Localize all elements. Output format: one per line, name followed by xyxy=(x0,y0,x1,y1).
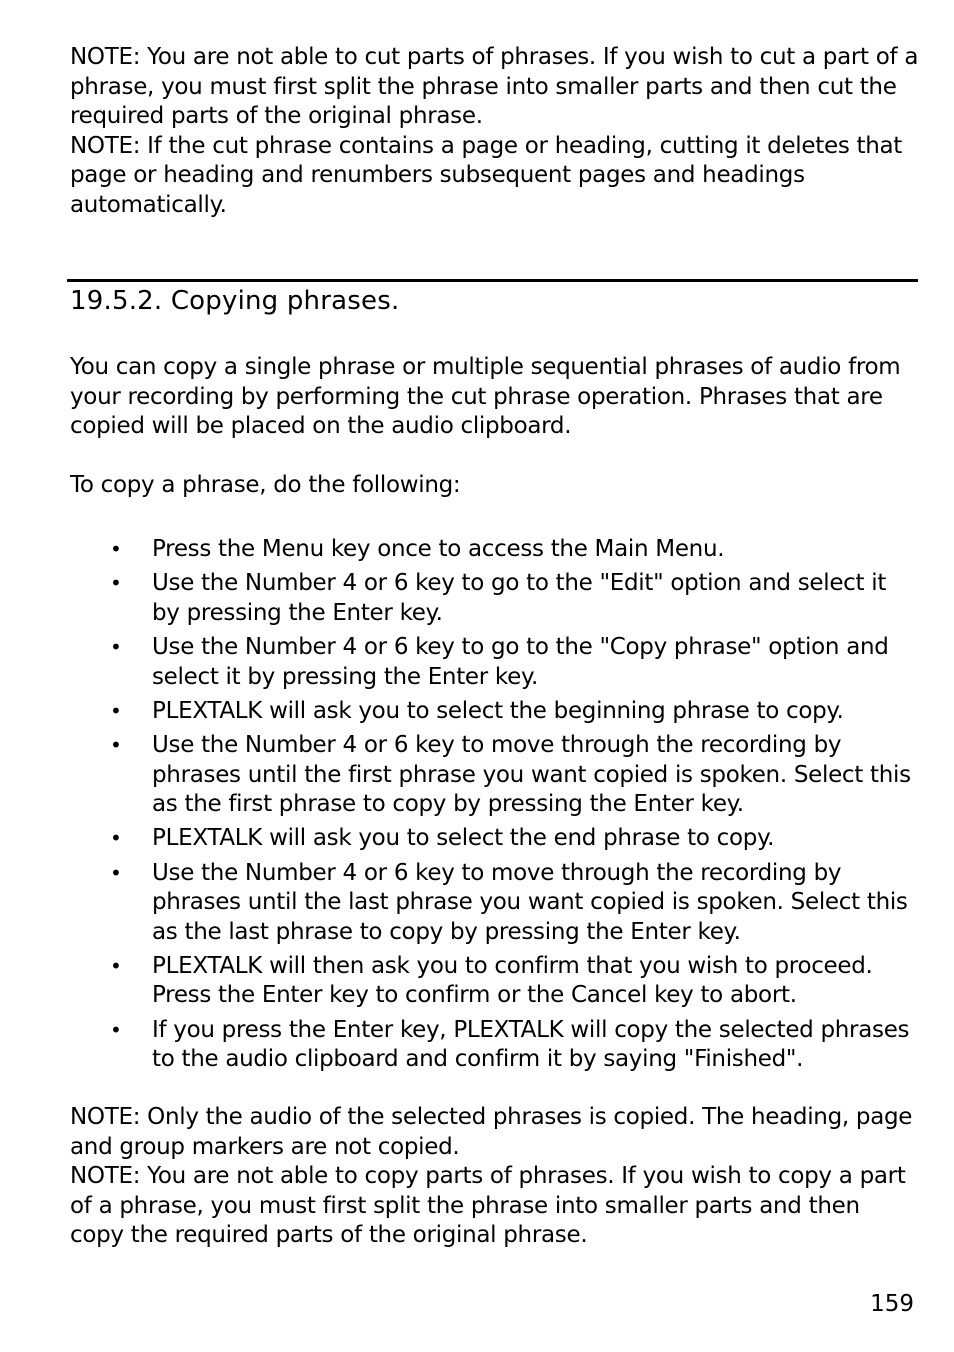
note-cut-parts: NOTE: You are not able to cut parts of phrases. If you wish to cut a part of a phrase, you must first split the phrase into smaller parts and then cut the required parts of the original phrase. xyxy=(70,44,919,130)
list-item-text: Use the Number 4 or 6 key to go to the "Edit" option and select it by pressing the Enter key. xyxy=(152,570,887,626)
list-item xyxy=(70,952,918,1011)
list-item-text: If you press the Enter key, PLEXTALK will copy the selected phrases to the audio clipboard and confirm it by saying "Finished". xyxy=(152,1016,910,1073)
list-item-text: Use the Number 4 or 6 key to go to the "Copy phrase" option and select it by pressing the Enter key. xyxy=(152,633,889,690)
list-item xyxy=(70,569,918,628)
note-audio-only: NOTE: Only the audio of the selected phrases is copied. The heading, page and group markers are not copied. xyxy=(70,1104,913,1160)
bullet-icon: • xyxy=(110,953,122,978)
steps-list xyxy=(70,535,918,1079)
note-cut-page-heading: NOTE: If the cut phrase contains a page or heading, cutting it deletes that page or heading and renumbers subsequent pages and headings automatically. xyxy=(70,132,903,218)
section-divider xyxy=(67,279,918,282)
bullet-icon: • xyxy=(110,634,122,659)
bullet-icon: • xyxy=(110,571,122,596)
list-item-text: Use the Number 4 or 6 key to move through the recording by phrases until the last phrase you want copied is spoken. Select this as the last phrase to copy by pressing the Enter key. xyxy=(152,859,908,945)
page-number: 159 xyxy=(870,1291,914,1317)
list-item xyxy=(70,824,918,854)
list-item xyxy=(70,535,918,565)
list-item-text: PLEXTALK will then ask you to confirm that you wish to proceed. Press the Enter key to confirm or the Cancel key to abort. xyxy=(152,952,873,1009)
list-item-text: PLEXTALK will ask you to select the end phrase to copy. xyxy=(152,825,775,852)
steps-lead-text: To copy a phrase, do the following: xyxy=(70,472,461,498)
note-copy-parts: NOTE: You are not able to copy parts of phrases. If you wish to copy a part of a phrase, you must first split the phrase into smaller parts and then copy the required parts of the original phrase. xyxy=(70,1163,906,1249)
section-heading: 19.5.2. Copying phrases. xyxy=(70,286,400,316)
list-item-text: PLEXTALK will ask you to select the beginning phrase to copy. xyxy=(152,697,844,724)
bottom-notes xyxy=(70,1103,920,1251)
list-item xyxy=(70,731,918,820)
top-notes xyxy=(70,43,920,221)
list-item-text: Use the Number 4 or 6 key to move through the recording by phrases until the first phrase you want copied is spoken. Select this as the first phrase to copy by pressing the Enter key. xyxy=(152,731,911,818)
list-item xyxy=(70,859,918,948)
bullet-icon: • xyxy=(110,698,122,723)
bullet-icon: • xyxy=(110,1017,122,1042)
intro-paragraph: You can copy a single phrase or multiple sequential phrases of audio from your recording by performing the cut phrase operation. Phrases that are copied will be placed on the audio clipboard. xyxy=(70,354,901,440)
bullet-icon: • xyxy=(110,537,122,561)
list-item-text: Press the Menu key once to access the Main Menu. xyxy=(152,536,725,562)
list-item xyxy=(70,633,918,692)
bullet-icon: • xyxy=(110,860,122,885)
section-intro xyxy=(70,353,920,442)
list-item xyxy=(70,697,918,727)
bullet-icon: • xyxy=(110,826,122,851)
steps-lead xyxy=(70,471,920,501)
bullet-icon: • xyxy=(110,732,122,757)
list-item xyxy=(70,1016,918,1075)
